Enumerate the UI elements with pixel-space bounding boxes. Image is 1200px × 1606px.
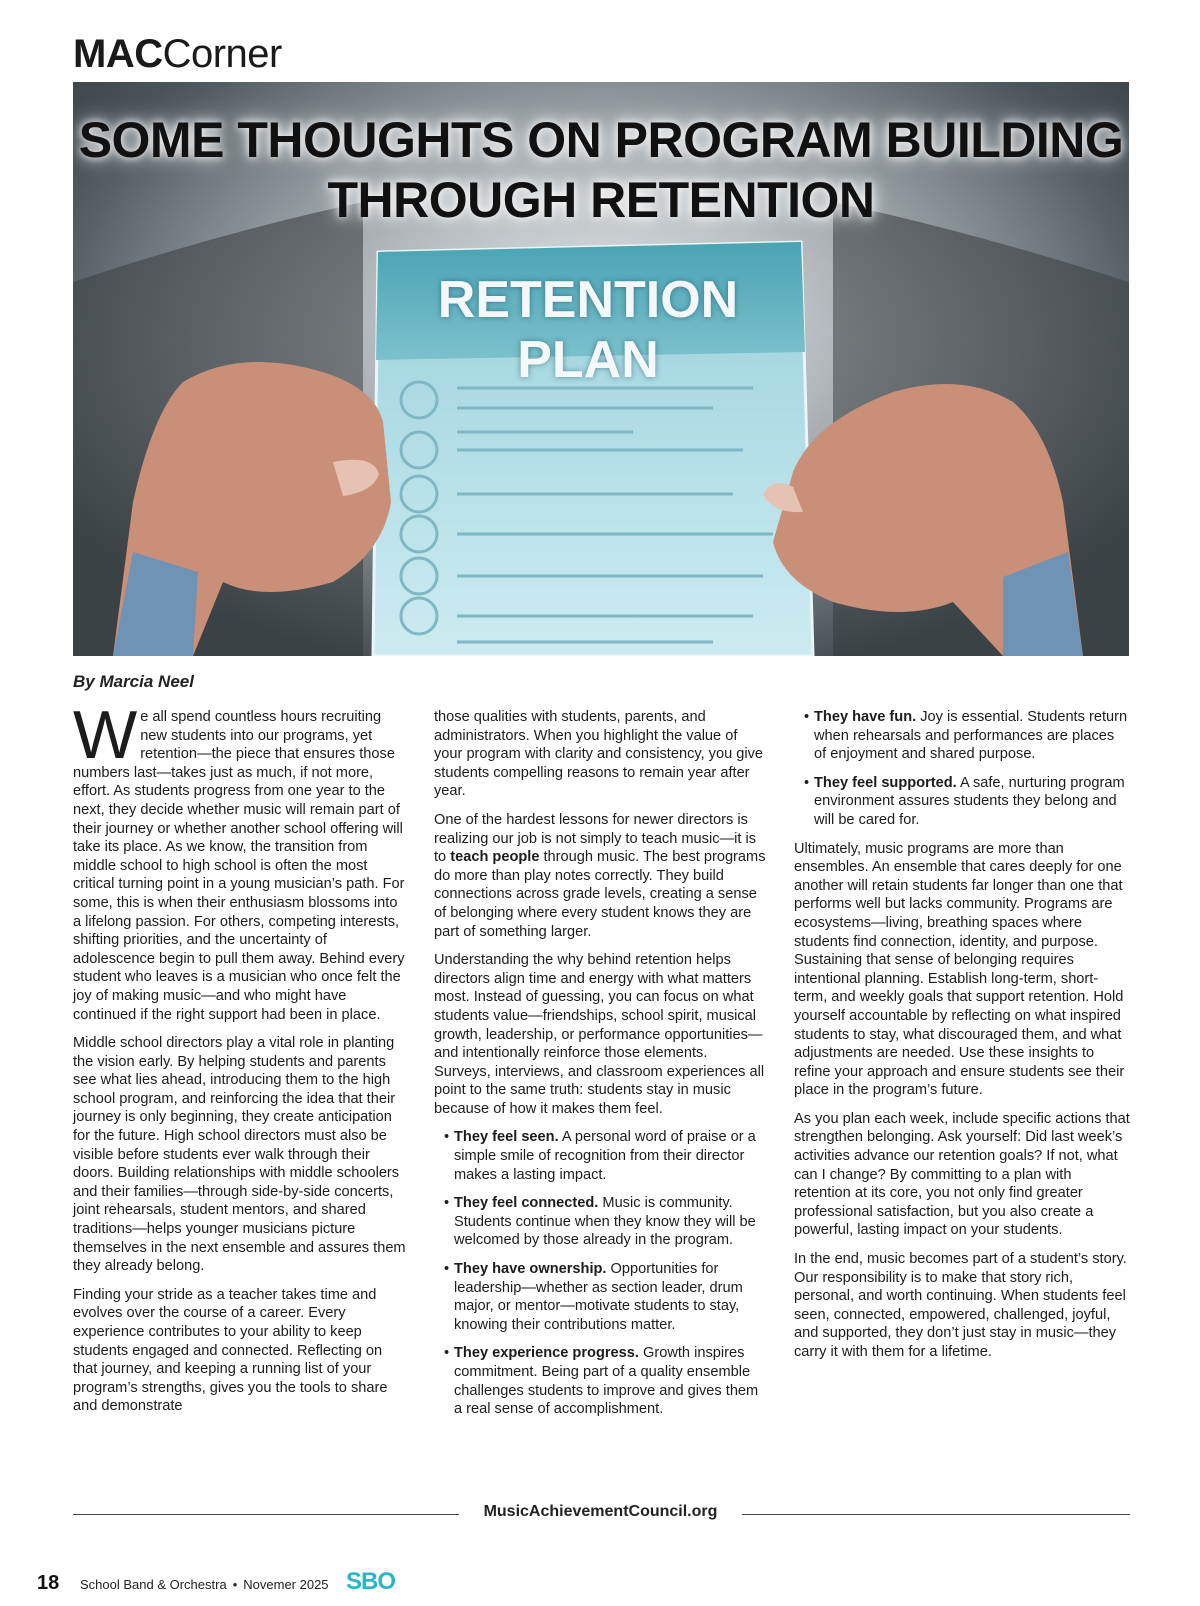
header-corner: Corner [162,32,282,76]
list-item-text: Music is community. Students continue when they know they will be welcomed by those already in the program. [454,1195,756,1249]
header-mac: MAC [73,32,163,76]
list-item [444,1128,768,1184]
list-item [804,774,1130,830]
drop-cap: W [73,697,138,773]
reasons-list-continued [804,708,1130,830]
hero-image [73,82,1129,656]
paragraph [434,811,768,941]
footer-rule-right [742,1514,1130,1515]
list-item [444,1194,768,1250]
paragraph: As you plan each week, include specific actions that strengthen belonging. Ask yourself: Did last week’s activities advance our retention goals? If not, what can I change? By committing to a plan with retention at its core, you not only find greater professional satisfaction, but you also create a powerful, lasting impact on your students. [794,1110,1130,1239]
paragraph [73,697,407,1024]
paragraph-text: e all spend countless hours recruiting new students into our programs, yet retention—the piece that ensures those numbers last—takes just as much, if not more, effort. As students progress from one year to the next, they decide whether music will remain part of their journey or whether another school offering will take its place. As we know, the transition from middle school to high school is often the most critical turning point in a young musician’s path. For some, this is when their enthusiasm blossoms into a lifelong passion. For others, competing interests, shifting priorities, and the uncertainty of adolescence begin to pull them away. Behind every student who leaves is a musician who once felt the joy of making music—and who might have continued if the right support had been in place. [73,709,405,1023]
list-item-lead: They experience progress. [454,1345,639,1362]
paragraph-text: One of the hardest lessons for newer directors is realizing our job is not simply to teach music—it is to [434,811,756,866]
page-number: 18 [37,1572,60,1594]
hero-title-line-2: THROUGH RETENTION [327,172,875,228]
section-header [73,30,282,78]
footer-rule-left [73,1514,459,1515]
publication-name: School Band & Orchestra [80,1577,227,1592]
list-item-lead: They have ownership. [454,1261,607,1278]
list-item [444,1344,768,1418]
paragraph: Middle school directors play a vital role in planting the vision early. By helping students and parents see what lies ahead, introducing them to the high school program, and reinforcing the idea that their journey is only beginning, they create anticipation for the future. High school directors must also be visible before students ever walk through their doors. Building relationships with middle schoolers and their families—through side-by-side concerts, joint rehearsals, student mentors, and shared traditions—helps younger musicians picture themselves in the next ensemble and assures them they already belong. [73,1035,406,1275]
paragraph: Ultimately, music programs are more than ensembles. An ensemble that cares deeply for one another will retain students far longer than one that performs well but lacks community. Programs are ecosystems—living, breathing spaces where students find connection, identity, and purpose. Sustaining that sense of belonging requires intentional planning. Establish long-term, short-term, and weekly goals that support retention. Hold yourself accountable by reflecting on what inspired students to stay, what discouraged them, and what adjustments are needed. Use these insights to refine your approach and ensure students see their place in the program’s future. [794,840,1125,1099]
list-item [444,1260,768,1334]
list-item-text: A safe, nurturing program environment assures students they belong and will be cared for. [814,774,1125,828]
issue-date: Novemer 2025 [243,1577,329,1592]
plan-label: RETENTION PLAN [437,271,739,389]
paragraph: Finding your stride as a teacher takes time and evolves over the course of a career. Every experience contributes to your ability to keep students engaged and connected. Reflecting on that journey, and keeping a running list of your program’s strengths, gives you the tools to share and demonstrate [73,1286,388,1415]
list-item-lead: They have fun. [814,709,917,725]
list-item-lead: They feel connected. [454,1195,599,1212]
list-item-text: Opportunities for leadership—whether as section leader, drum major, or mentor—motivate students to stay, knowing their contributions matter. [454,1261,743,1333]
publication-info [80,1577,329,1592]
byline: By Marcia Neel [73,672,194,691]
paragraph: those qualities with students, parents, and administrators. When you highlight the value of your program with clarity and consistency, you give students compelling reasons to remain year after year. [434,709,764,800]
list-item-text: Growth inspires commitment. Being part of a quality ensemble challenges students to improve and gives them a real sense of accomplishment. [454,1345,759,1418]
footer-url-link[interactable]: MusicAchievementCouncil.org [483,1503,718,1520]
emphasis: teach people [450,849,540,866]
article-column-3 [794,708,1130,1372]
reasons-list [444,1128,768,1418]
list-item-lead: They feel seen. [454,1129,559,1146]
list-item-text: A personal word of praise or a simple smile of recognition from their director makes a lasting impact. [454,1129,756,1183]
article-column-1 [73,697,407,1426]
list-item-text: Joy is essential. Students return when rehearsals and performances are places of enjoyment and shared purpose. [814,709,1128,763]
paragraph: Understanding the why behind retention helps directors align time and energy with what matters most. Instead of guessing, you can focus on what students value—friendships, school spirit, musical growth, leadership, or performance opportunities—and intentionally reinforce those elements. Surveys, interviews, and classroom experiences all point to the same truth: students stay in music because of how it makes them feel. [434,952,765,1117]
paragraph-text: through music. The best programs do more than play notes correctly. They build connections across grade levels, creating a sense of belonging where every student knows they are part of something larger. [434,849,766,940]
paragraph: In the end, music becomes part of a student’s story. Our responsibility is to make that story rich, personal, and worth continuing. When students feel seen, connected, empowered, challenged, joyful, and supported, they don’t just stay in music—they carry it with them for a lifetime. [794,1251,1127,1360]
sbo-logo: SBO [346,1568,396,1595]
list-item-lead: They feel supported. [814,774,957,791]
article-column-2 [434,708,768,1429]
list-item [804,708,1130,764]
separator: • [232,1577,238,1592]
hero-title-line-1: SOME THOUGHTS ON PROGRAM BUILDING [78,112,1124,168]
